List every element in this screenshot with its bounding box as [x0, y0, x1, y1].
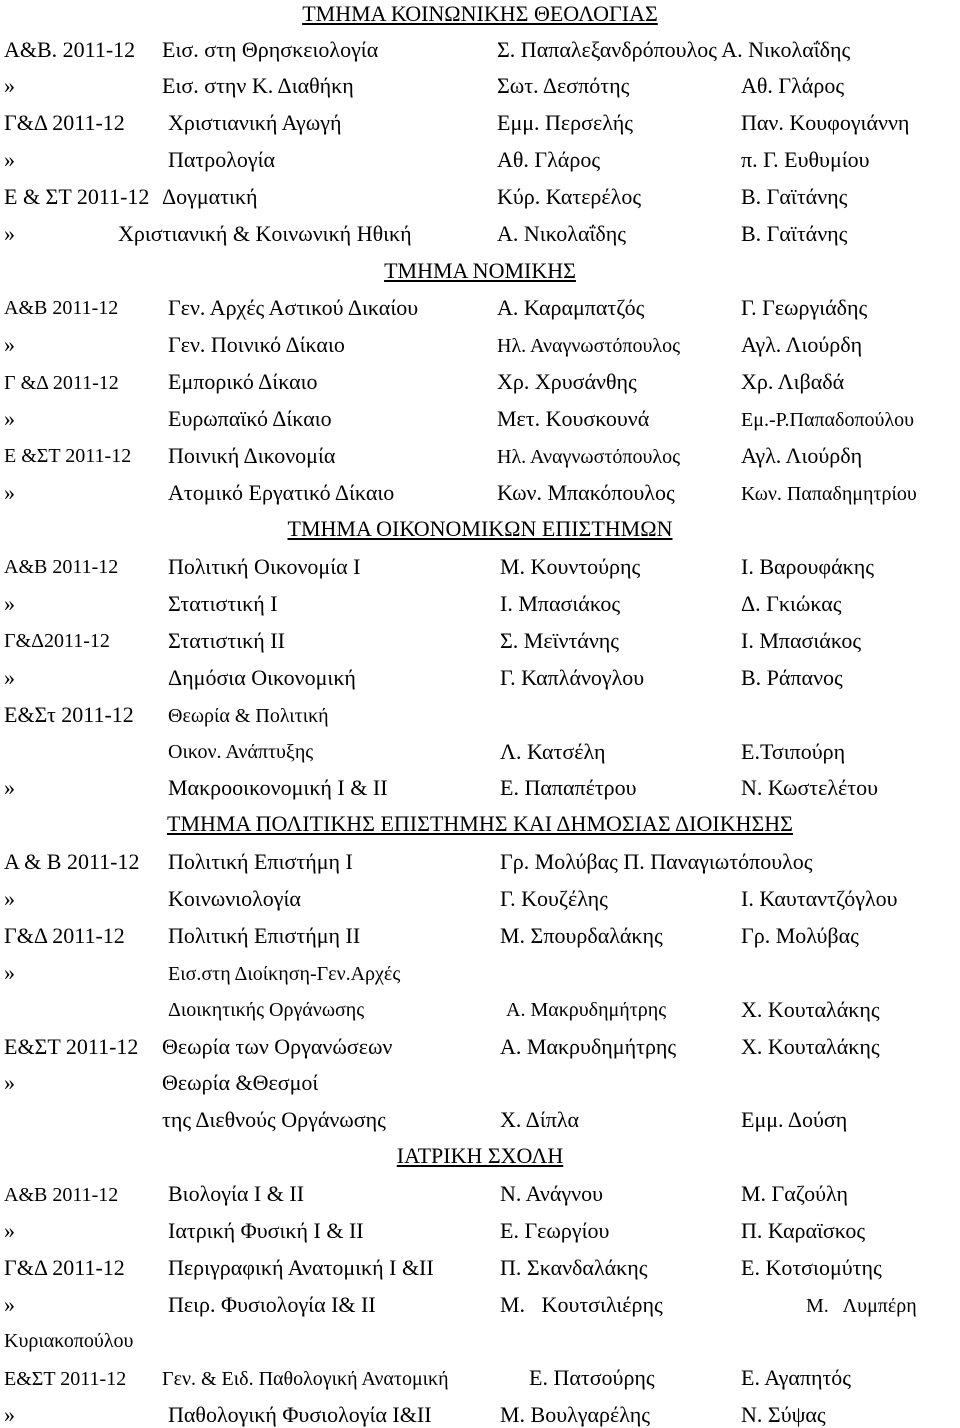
row-course: Ιατρική Φυσική Ι & ΙΙ — [168, 1218, 364, 1243]
row-years: Α&Β. 2011-12 — [4, 37, 136, 62]
row-years: Α&Β 2011-12 — [4, 297, 119, 319]
row-years: » — [4, 73, 15, 98]
row-instructor-2: Αγλ. Λιούρδη — [741, 332, 863, 357]
row-years: » — [4, 406, 15, 431]
row-instructors: Γρ. Μολύβας Π. Παναγιωτόπουλος — [500, 849, 813, 874]
row-instructor-2: Π. Καραϊσκος — [741, 1218, 866, 1243]
row-instructor-2: Χρ. Λιβαδά — [741, 369, 845, 394]
row-years: » — [4, 591, 15, 616]
row-years: Ε &ΣΤ 2011-12 — [4, 445, 132, 467]
row-course: Πολιτική Επιστήμη ΙΙ — [168, 923, 361, 948]
row-years: » — [4, 960, 15, 985]
row-course: Γεν. & Ειδ. Παθολογική Ανατομική — [162, 1368, 449, 1390]
row-years: » — [4, 886, 15, 911]
row-years: » — [4, 332, 15, 357]
row-years: » — [4, 221, 15, 246]
row-course: Θεωρία των Οργανώσεων — [162, 1034, 393, 1059]
row-years: » — [4, 1218, 15, 1243]
row-years: Α&Β 2011-12 — [4, 556, 119, 578]
row-instructor-1: Γ. Καπλάνογλου — [500, 665, 645, 690]
row-course: Ευρωπαϊκό Δίκαιο — [168, 406, 332, 431]
row-course: Δογματική — [162, 184, 258, 209]
row-instructor-2: Μ. Γαζούλη — [741, 1181, 848, 1206]
row-course: Γεν. Αρχές Αστικού Δικαίου — [168, 295, 419, 320]
row-years: » — [4, 1292, 15, 1317]
row-course: Εμπορικό Δίκαιο — [168, 369, 318, 394]
row-course: Οικον. Ανάπτυξης — [168, 741, 314, 763]
row-course: Εισ.στη Διοίκηση-Γεν.Αρχές — [168, 963, 401, 985]
row-instructor-1: Ηλ. Αναγνωστόπουλος — [497, 446, 680, 468]
row-course: Εισ. στη Θρησκειολογία — [162, 37, 379, 62]
row-years: » — [4, 1070, 15, 1095]
row-instructor-1: Αθ. Γλάρος — [497, 147, 601, 172]
row-instructor-1: Ν. Ανάγνου — [500, 1181, 603, 1206]
row-years: Γ &Δ 2011-12 — [4, 372, 119, 394]
row-years: Γ&Δ 2011-12 — [4, 110, 125, 135]
row-instructor-1: Μετ. Κουσκουνά — [497, 406, 650, 431]
row-instructor-1: Μ. Κουτσιλιέρης — [500, 1292, 663, 1317]
row-years: Γ&Δ 2011-12 — [4, 1255, 125, 1280]
row-years: Α & Β 2011-12 — [4, 849, 140, 874]
row-instructor-2: Εμ.-Ρ.Παπαδοπούλου — [741, 409, 915, 431]
row-instructor-1: Σ. Μεϊντάνης — [500, 628, 620, 653]
row-instructor-2: Αθ. Γλάρος — [741, 73, 845, 98]
row-instructor-1: Ε. Γεωργίου — [500, 1218, 610, 1243]
row-instructor-1: Ι. Μπασιάκος — [500, 591, 621, 616]
row-course: Περιγραφική Ανατομική Ι &ΙΙ — [168, 1255, 434, 1280]
row-instructor-2: Παν. Κουφογιάννη — [741, 110, 910, 135]
row-instructor-1: Λ. Κατσέλη — [500, 739, 606, 764]
row-course: Κοινωνιολογία — [168, 886, 301, 911]
row-instructor-2: Χ. Κουταλάκης — [741, 1034, 880, 1059]
row-years: Ε & ΣΤ 2011-12 — [4, 184, 150, 209]
row-instructor-2: Ν. Σύψας — [741, 1402, 826, 1427]
row-instructor-1: Μ. Κουντούρης — [500, 554, 641, 579]
row-instructor-2: Αγλ. Λιούρδη — [741, 443, 863, 468]
row-course: Ατομικό Εργατικό Δίκαιο — [168, 480, 395, 505]
row-instructor-1: Μ. Σπουρδαλάκης — [500, 923, 663, 948]
row-years: Α&Β 2011-12 — [4, 1184, 119, 1206]
row-instructor-2: Β. Γαϊτάνης — [741, 184, 848, 209]
row-instructor-1: Χρ. Χρυσάνθης — [497, 369, 637, 394]
row-years: Ε&Στ 2011-12 — [4, 702, 134, 727]
section-heading-medical: ΙΑΤΡΙΚΗ ΣΧΟΛΗ — [396, 1143, 564, 1168]
row-instructor-1: Ηλ. Αναγνωστόπουλος — [497, 335, 680, 357]
row-instructor-2: Γρ. Μολύβας — [741, 923, 859, 948]
row-instructor-1: Κων. Μπακόπουλος — [497, 480, 675, 505]
row-instructor-2: Ι. Καυταντζόγλου — [741, 886, 898, 911]
row-years: Ε&ΣΤ 2011-12 — [4, 1034, 139, 1059]
row-course: Διοικητικής Οργάνωσης — [168, 999, 365, 1021]
row-years: Γ&Δ2011-12 — [4, 630, 110, 652]
row-instructor-1: Κύρ. Κατερέλος — [497, 184, 642, 209]
row-instructor-2: Εμμ. Δούση — [741, 1107, 848, 1132]
row-instructor-1: Χ. Δίπλα — [500, 1107, 580, 1132]
row-course: Χριστιανική & Κοινωνική Ηθική — [118, 221, 412, 246]
row-instructor-1: Εμμ. Περσελής — [497, 110, 633, 135]
row-instructor-2: Β. Ράπανος — [741, 665, 843, 690]
row-course: της Διεθνούς Οργάνωσης — [162, 1107, 386, 1132]
row-course: Χριστιανική Αγωγή — [168, 110, 342, 135]
row-instructor-2: Χ. Κουταλάκης — [741, 997, 880, 1022]
section-heading-law: ΤΜΗΜΑ ΝΟΜΙΚΗΣ — [384, 258, 576, 283]
row-course: Θεωρία & Πολιτική — [168, 705, 329, 727]
row-instructor-2: Κων. Παπαδημητρίου — [741, 483, 917, 505]
row-instructor-2: Ε.Τσιπούρη — [741, 739, 846, 764]
row-course: Πειρ. Φυσιολογία Ι& ΙΙ — [168, 1292, 376, 1317]
row-instructor-1: Μ. Βουλγαρέλης — [500, 1402, 650, 1427]
row-course: Δημόσια Οικονομική — [168, 665, 356, 690]
row-course: Πολιτική Επιστήμη Ι — [168, 849, 353, 874]
row-course: Μακροοικονομική Ι & ΙΙ — [168, 775, 388, 800]
row-instructor-2: Ε. Αγαπητός — [741, 1365, 852, 1390]
row-years: » — [4, 147, 15, 172]
row-instructor-1: Π. Σκανδαλάκης — [500, 1255, 648, 1280]
row-instructor-1: Ε. Πατσούρης — [529, 1365, 655, 1390]
row-instructor-2: Μ. Λυμπέρη — [806, 1295, 917, 1317]
row-instructor-1: Α. Μακρυδημήτρης — [506, 999, 667, 1021]
row-course: Γεν. Ποινικό Δίκαιο — [168, 332, 345, 357]
row-course: Στατιστική ΙΙ — [168, 628, 285, 653]
row-years: » — [4, 480, 15, 505]
row-course: Εισ. στην Κ. Διαθήκη — [162, 73, 354, 98]
row-course: Βιολογία Ι & ΙΙ — [168, 1181, 305, 1206]
row-instructor-1: Α. Καραμπατζός — [497, 295, 645, 320]
row-instructor-2: Γ. Γεωργιάδης — [741, 295, 868, 320]
row-instructor-2: Ε. Κοτσιομύτης — [741, 1255, 882, 1280]
row-course: Παθολογική Φυσιολογία Ι&ΙΙ — [168, 1402, 432, 1427]
section-heading-political-science: ΤΜΗΜΑ ΠΟΛΙΤΙΚΗΣ ΕΠΙΣΤΗΜΗΣ ΚΑΙ ΔΗΜΟΣΙΑΣ ΔΙΟΙΚΗΣΗΣ — [167, 811, 793, 836]
row-course: Πατρολογία — [168, 147, 276, 172]
row-course: Ποινική Δικονομία — [168, 443, 336, 468]
row-course: Στατιστική Ι — [168, 591, 278, 616]
row-instructor-2: Ι. Μπασιάκος — [741, 628, 862, 653]
row-instructor-1: Α. Νικολαΐδης — [497, 221, 626, 246]
row-years: Ε&ΣΤ 2011-12 — [4, 1368, 127, 1390]
row-years: » — [4, 1402, 15, 1427]
row-instructor-1: Γ. Κουζέλης — [500, 886, 608, 911]
row-continuation: Κυριακοπούλου — [4, 1330, 134, 1352]
row-instructor-1: Σωτ. Δεσπότης — [497, 73, 630, 98]
section-heading-theology: ΤΜΗΜΑ ΚΟΙΝΩΝΙΚΗΣ ΘΕΟΛΟΓΙΑΣ — [302, 1, 658, 26]
row-instructor-2: Β. Γαϊτάνης — [741, 221, 848, 246]
row-instructor-1: Ε. Παπαπέτρου — [500, 775, 637, 800]
row-years: » — [4, 665, 15, 690]
section-heading-economics: ΤΜΗΜΑ ΟΙΚΟΝΟΜΙΚΩΝ ΕΠΙΣΤΗΜΩΝ — [287, 516, 673, 541]
row-instructor-1: Α. Μακρυδημήτρης — [500, 1034, 677, 1059]
row-instructor-2: π. Γ. Ευθυμίου — [741, 147, 870, 172]
row-instructor-2: Δ. Γκιώκας — [741, 591, 842, 616]
row-instructor-2: Ν. Κωστελέτου — [741, 775, 879, 800]
row-course: Πολιτική Οικονομία Ι — [168, 554, 361, 579]
row-years: Γ&Δ 2011-12 — [4, 923, 125, 948]
row-instructor-2: Ι. Βαρουφάκης — [741, 554, 874, 579]
row-years: » — [4, 775, 15, 800]
row-course: Θεωρία &Θεσμοί — [162, 1070, 319, 1095]
row-instructors: Σ. Παπαλεξανδρόπουλος Α. Νικολαΐδης — [497, 37, 851, 62]
